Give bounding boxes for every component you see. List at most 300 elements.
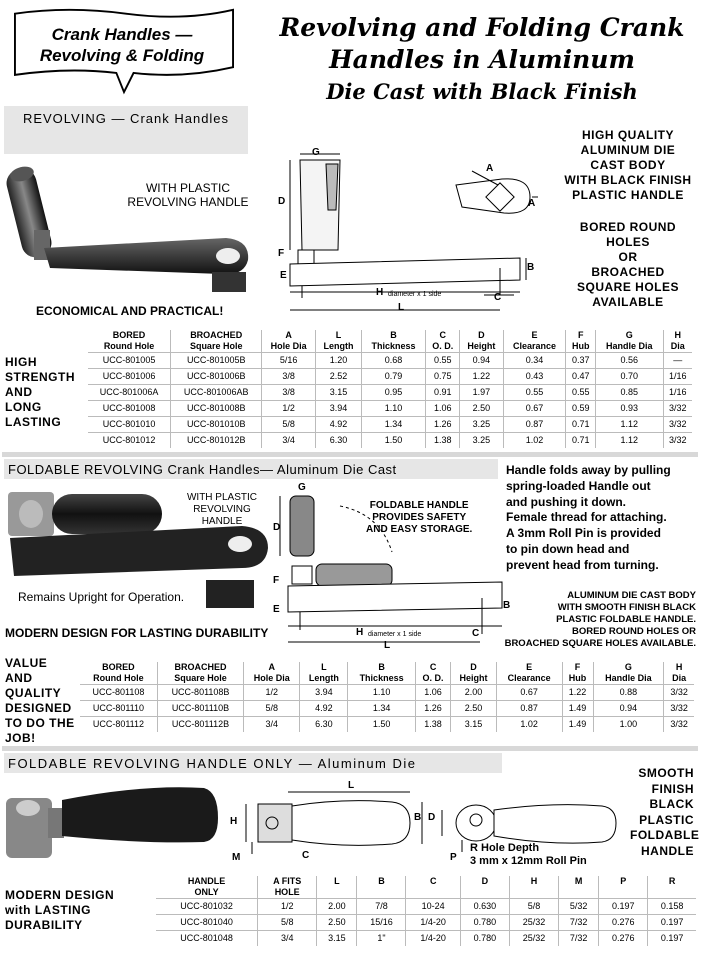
feature-line: HANDLE bbox=[641, 843, 694, 858]
table-cell: 1.22 bbox=[460, 369, 503, 385]
table-cell: UCC-801006 bbox=[88, 369, 171, 385]
table-cell: 3/32 bbox=[664, 685, 694, 701]
table-cell: 0.68 bbox=[361, 353, 425, 369]
table-row bbox=[88, 433, 692, 449]
table-cell: UCC-801006A bbox=[88, 385, 171, 401]
column-header bbox=[509, 876, 558, 899]
rev-label-e: E bbox=[280, 270, 287, 281]
rev-label-l: L bbox=[398, 302, 405, 313]
column-header-line: BROACHED bbox=[190, 330, 243, 340]
table-cell: 3/32 bbox=[664, 717, 694, 733]
table-cell: 0.94 bbox=[460, 353, 503, 369]
column-header-line: O. D. bbox=[422, 673, 444, 683]
column-header bbox=[317, 876, 357, 899]
column-header bbox=[316, 330, 362, 353]
column-header-line: Handle Dia bbox=[606, 341, 653, 351]
description-line: A 3mm Roll Pin is provided bbox=[506, 526, 661, 541]
column-header-line: Hub bbox=[572, 341, 590, 351]
banner-line-1: Crank Handles — bbox=[51, 25, 193, 44]
table-cell: 0.47 bbox=[566, 369, 596, 385]
side-line: TO DO THE bbox=[5, 716, 75, 730]
table-cell: 1.50 bbox=[348, 717, 415, 733]
column-header bbox=[258, 876, 317, 899]
table-cell: 0.67 bbox=[496, 685, 562, 701]
column-header-line: Handle Dia bbox=[605, 673, 652, 683]
side-line: DURABILITY bbox=[5, 918, 83, 932]
table-cell: 1.38 bbox=[426, 433, 460, 449]
table-cell: 1.22 bbox=[562, 685, 593, 701]
hole-line: AVAILABLE bbox=[592, 295, 664, 309]
column-header-line bbox=[601, 887, 645, 898]
table-cell: 3/4 bbox=[258, 931, 317, 947]
handle-only-side-text bbox=[5, 888, 114, 933]
table-cell: 2.50 bbox=[460, 401, 503, 417]
table-cell: 1.26 bbox=[415, 701, 451, 717]
column-header bbox=[357, 876, 406, 899]
foldable-storage-note bbox=[366, 500, 472, 536]
table-cell: 2.50 bbox=[317, 915, 357, 931]
fold-label-e: E bbox=[273, 604, 280, 615]
column-header-line: G bbox=[624, 662, 632, 672]
table-cell: 1.12 bbox=[596, 417, 664, 433]
table-cell: 1.10 bbox=[348, 685, 415, 701]
table-row bbox=[80, 685, 694, 701]
fold-note-line: FOLDABLE HANDLE bbox=[369, 500, 469, 511]
title-line-3: Die Cast with Black Finish bbox=[326, 79, 638, 104]
rev-label-d: D bbox=[278, 196, 286, 207]
column-header-line: H bbox=[675, 662, 683, 672]
feature-line: FINISH bbox=[651, 781, 694, 796]
table-cell: 1.12 bbox=[596, 433, 664, 449]
column-header-line: L bbox=[334, 876, 340, 886]
table-cell: UCC-801006B bbox=[171, 369, 262, 385]
table-cell: 1.34 bbox=[348, 701, 415, 717]
table-cell: 1/16 bbox=[663, 385, 692, 401]
column-header-line: B bbox=[378, 662, 385, 672]
feature-line: FOLDABLE bbox=[630, 828, 700, 843]
table-cell: 0.79 bbox=[361, 369, 425, 385]
side-line: LASTING bbox=[5, 415, 62, 429]
column-header bbox=[348, 662, 415, 685]
table-cell: 1.26 bbox=[426, 417, 460, 433]
column-header-line: R bbox=[668, 876, 676, 886]
column-header bbox=[262, 330, 316, 353]
table-cell: 1/2 bbox=[244, 685, 300, 701]
table-cell: 3.15 bbox=[451, 717, 496, 733]
table-cell: 15/16 bbox=[357, 915, 406, 931]
table-cell: 1.00 bbox=[593, 717, 664, 733]
table-cell: UCC-801012 bbox=[88, 433, 171, 449]
table-cell: 5/8 bbox=[244, 701, 300, 717]
column-header-line: Dia bbox=[670, 341, 685, 351]
table-cell: 1" bbox=[357, 931, 406, 947]
table-header-row bbox=[156, 876, 696, 899]
column-header-line: C bbox=[429, 876, 437, 886]
table-cell: 0.630 bbox=[460, 899, 509, 915]
table-cell: 3/8 bbox=[262, 385, 316, 401]
table-cell: 10-24 bbox=[406, 899, 460, 915]
side-line: MODERN DESIGN bbox=[5, 888, 115, 902]
table-cell: 0.276 bbox=[599, 915, 648, 931]
foldable-caption-line-2: REVOLVING HANDLE bbox=[193, 504, 251, 527]
table-cell: 3.15 bbox=[316, 385, 362, 401]
table-cell: 1.49 bbox=[562, 717, 593, 733]
table-cell: 1/4-20 bbox=[406, 931, 460, 947]
table-cell: 0.158 bbox=[648, 899, 696, 915]
column-header-line: Thickness bbox=[359, 673, 404, 683]
table-cell: 0.55 bbox=[503, 385, 566, 401]
table-cell: UCC-801110 bbox=[80, 701, 157, 717]
fold-note-line: AND EASY STORAGE. bbox=[366, 524, 473, 535]
table-cell: 3/4 bbox=[244, 717, 300, 733]
column-header-line: B bbox=[378, 876, 385, 886]
side-line: JOB! bbox=[5, 731, 36, 745]
revolving-caption-line-2: REVOLVING HANDLE bbox=[127, 195, 249, 209]
column-header bbox=[460, 330, 503, 353]
rev-label-h: H bbox=[376, 287, 384, 298]
column-header-line: P bbox=[620, 876, 627, 886]
table-cell: 1.02 bbox=[496, 717, 562, 733]
table-cell: 0.55 bbox=[426, 353, 460, 369]
table-cell: 25/32 bbox=[509, 931, 558, 947]
column-header-line: Square Hole bbox=[189, 341, 243, 351]
column-header bbox=[503, 330, 566, 353]
side-line: AND bbox=[5, 671, 33, 685]
side-line: LONG bbox=[5, 400, 42, 414]
table-cell: 0.85 bbox=[596, 385, 664, 401]
table-cell: 3/32 bbox=[663, 417, 692, 433]
column-header-line bbox=[650, 887, 694, 898]
table-cell: 5/8 bbox=[509, 899, 558, 915]
table-cell: UCC-801110B bbox=[157, 701, 243, 717]
side-line: VALUE bbox=[5, 656, 48, 670]
table-cell: 1.34 bbox=[361, 417, 425, 433]
table-cell: 0.780 bbox=[460, 931, 509, 947]
ho-label-p: P bbox=[450, 852, 457, 863]
revolving-end-view-diagram bbox=[452, 165, 538, 225]
fold-h-note: diameter x 1 side bbox=[368, 631, 422, 638]
table-cell: 1.02 bbox=[503, 433, 566, 449]
banner-line-2: Revolving & Folding bbox=[39, 46, 205, 65]
fold-label-f: F bbox=[273, 575, 280, 586]
column-header bbox=[566, 330, 596, 353]
table-cell: UCC-801012B bbox=[171, 433, 262, 449]
body-note-line: WITH SMOOTH FINISH BLACK bbox=[557, 602, 696, 613]
column-header-line: Thickness bbox=[371, 341, 416, 351]
table-cell: UCC-801010 bbox=[88, 417, 171, 433]
column-header bbox=[663, 330, 692, 353]
column-header-line: BROACHED bbox=[174, 662, 227, 672]
table-cell: 0.34 bbox=[503, 353, 566, 369]
column-header-line: Clearance bbox=[512, 341, 557, 351]
column-header-line: A bbox=[285, 330, 292, 340]
column-header-line: Dia bbox=[672, 673, 687, 683]
table-cell: 4.92 bbox=[316, 417, 362, 433]
fold-label-h: H bbox=[356, 627, 364, 638]
column-header bbox=[596, 330, 664, 353]
description-line: Handle folds away by pulling bbox=[506, 463, 671, 477]
column-header-line: BORED bbox=[112, 330, 146, 340]
table-cell: 3/8 bbox=[262, 369, 316, 385]
table-row bbox=[80, 717, 694, 733]
column-header-line: Clearance bbox=[507, 673, 551, 683]
body-note-line: BROACHED SQUARE HOLES AVAILABLE. bbox=[504, 638, 696, 649]
column-header-line: L bbox=[321, 662, 327, 672]
table-row bbox=[88, 401, 692, 417]
column-header-line: L bbox=[335, 330, 342, 340]
feature-line: CAST BODY bbox=[590, 158, 666, 172]
ho-label-l: L bbox=[348, 780, 355, 791]
revolving-caption-line-1: WITH PLASTIC bbox=[145, 181, 230, 195]
table-cell: UCC-801006AB bbox=[171, 385, 262, 401]
column-header-line: B bbox=[390, 330, 397, 340]
column-header bbox=[460, 876, 509, 899]
foldable-side-text bbox=[5, 656, 75, 746]
section-divider bbox=[2, 746, 698, 751]
column-header-line: A bbox=[268, 662, 276, 672]
fold-note-line: PROVIDES SAFETY bbox=[372, 512, 467, 523]
handle-only-spec-table bbox=[156, 876, 696, 946]
revolving-photo-caption bbox=[118, 181, 258, 209]
hole-line: OR bbox=[618, 250, 638, 264]
column-header-line: Hub bbox=[568, 673, 587, 683]
rev-h-note: diameter x 1 side bbox=[388, 291, 442, 298]
column-header-line: E bbox=[531, 330, 538, 340]
table-cell: 0.197 bbox=[648, 931, 696, 947]
table-cell: 3.94 bbox=[300, 685, 348, 701]
table-cell: 1.10 bbox=[361, 401, 425, 417]
column-header-line: C bbox=[429, 662, 437, 672]
title-line-2: Handles in Aluminum bbox=[329, 45, 635, 74]
handle-only-section-title: FOLDABLE REVOLVING HANDLE ONLY — Aluminum Die bbox=[8, 756, 417, 771]
table-cell: 1.38 bbox=[415, 717, 451, 733]
rev-label-g: G bbox=[312, 147, 320, 158]
foldable-body-note bbox=[476, 590, 696, 650]
column-header-line: G bbox=[625, 330, 633, 340]
hole-line: BROACHED bbox=[591, 265, 665, 279]
table-row bbox=[88, 385, 692, 401]
feature-line: PLASTIC HANDLE bbox=[572, 188, 684, 202]
rev-label-c: C bbox=[494, 292, 502, 303]
table-cell: UCC-801005B bbox=[171, 353, 262, 369]
side-line: HIGH bbox=[5, 355, 37, 369]
side-line: AND bbox=[5, 385, 33, 399]
description-line: Female thread for attaching. bbox=[506, 510, 667, 525]
table-cell: 1/2 bbox=[262, 401, 316, 417]
column-header bbox=[426, 330, 460, 353]
foldable-title-bold: FOLDABLE REVOLVING bbox=[8, 462, 164, 477]
table-cell: 3/4 bbox=[262, 433, 316, 449]
table-cell: 3.25 bbox=[460, 433, 503, 449]
column-header-line: C bbox=[439, 330, 446, 340]
column-header-line: O. D. bbox=[432, 341, 454, 351]
hole-line: HOLES bbox=[606, 235, 650, 249]
foldable-section-title bbox=[8, 462, 397, 477]
table-cell: 0.87 bbox=[503, 417, 566, 433]
table-cell: 0.67 bbox=[503, 401, 566, 417]
table-cell: 0.70 bbox=[596, 369, 664, 385]
column-header-line bbox=[512, 887, 556, 898]
column-header-line: H bbox=[530, 876, 538, 886]
description-line: spring-loaded Handle out bbox=[506, 478, 651, 493]
rev-label-f: F bbox=[278, 248, 285, 259]
column-header-line: HANDLE bbox=[187, 876, 226, 886]
hole-line: BORED ROUND bbox=[579, 220, 677, 234]
column-header bbox=[361, 330, 425, 353]
table-cell: 1/16 bbox=[663, 369, 692, 385]
table-cell: 0.75 bbox=[426, 369, 460, 385]
table-cell: 0.93 bbox=[596, 401, 664, 417]
side-line: QUALITY bbox=[5, 686, 62, 700]
table-cell: 0.55 bbox=[566, 385, 596, 401]
table-row bbox=[156, 915, 696, 931]
table-row bbox=[88, 353, 692, 369]
column-header bbox=[415, 662, 451, 685]
fold-label-d: D bbox=[273, 522, 281, 533]
table-cell: 0.87 bbox=[496, 701, 562, 717]
handle-only-features bbox=[630, 766, 700, 860]
table-cell: 0.88 bbox=[593, 685, 664, 701]
column-header-line: Height bbox=[459, 673, 488, 683]
revolving-side-text bbox=[5, 355, 75, 430]
side-line: STRENGTH bbox=[5, 370, 75, 384]
table-cell: 1.50 bbox=[361, 433, 425, 449]
rev-end-label-a: A bbox=[486, 163, 494, 174]
ho-roll-pin: 3 mm x 12mm Roll Pin bbox=[470, 855, 587, 867]
column-header-line: Length bbox=[308, 673, 339, 683]
table-cell: 2.50 bbox=[451, 701, 496, 717]
table-cell: 1.06 bbox=[415, 685, 451, 701]
column-header-line: Round Hole bbox=[103, 341, 155, 351]
table-cell: 2.00 bbox=[451, 685, 496, 701]
table-cell: 3/32 bbox=[663, 401, 692, 417]
table-cell: 2.00 bbox=[317, 899, 357, 915]
feature-line: BLACK bbox=[649, 797, 694, 812]
table-cell: 0.43 bbox=[503, 369, 566, 385]
feature-line: WITH BLACK FINISH bbox=[564, 173, 692, 187]
table-cell: 0.95 bbox=[361, 385, 425, 401]
rev-label-b: B bbox=[527, 262, 535, 273]
table-cell: 0.71 bbox=[566, 433, 596, 449]
table-cell: 3.25 bbox=[460, 417, 503, 433]
column-header-line: F bbox=[574, 662, 581, 672]
table-cell: UCC-801008 bbox=[88, 401, 171, 417]
foldable-photo-caption bbox=[172, 492, 272, 528]
table-header-row bbox=[80, 662, 694, 685]
column-header-line: Hole Dia bbox=[253, 673, 290, 683]
fold-label-b: B bbox=[503, 600, 511, 611]
side-line: with LASTING bbox=[5, 903, 91, 917]
page-title bbox=[252, 12, 712, 108]
ho-label-d: D bbox=[428, 812, 436, 823]
column-header-line: D bbox=[481, 876, 489, 886]
foldable-title-rest: Crank Handles— Aluminum Die Cast bbox=[163, 462, 397, 477]
table-cell: UCC-801008B bbox=[171, 401, 262, 417]
column-header-line: A FITS bbox=[273, 876, 302, 886]
column-header-line bbox=[561, 887, 596, 898]
fold-label-g: G bbox=[298, 482, 306, 493]
ho-label-m: M bbox=[232, 852, 241, 863]
column-header-line: Height bbox=[467, 341, 496, 351]
column-header bbox=[406, 876, 460, 899]
column-header bbox=[171, 330, 262, 353]
table-header-row bbox=[88, 330, 692, 353]
foldable-upright-note: Remains Upright for Operation. bbox=[18, 590, 185, 604]
table-cell: UCC-801112 bbox=[80, 717, 157, 733]
table-row bbox=[156, 931, 696, 947]
table-cell: 5/8 bbox=[258, 915, 317, 931]
column-header bbox=[244, 662, 300, 685]
table-cell: 25/32 bbox=[509, 915, 558, 931]
revolving-hole-options bbox=[548, 220, 708, 310]
table-row bbox=[88, 369, 692, 385]
table-cell: 0.197 bbox=[599, 899, 648, 915]
column-header bbox=[300, 662, 348, 685]
table-cell: — bbox=[663, 353, 692, 369]
hole-line: SQUARE HOLES bbox=[576, 280, 679, 294]
column-header-line: D bbox=[470, 662, 477, 672]
fold-label-l: L bbox=[384, 640, 391, 651]
column-header-line: M bbox=[574, 876, 583, 886]
table-cell: 0.94 bbox=[593, 701, 664, 717]
table-cell: 3.94 bbox=[316, 401, 362, 417]
column-header bbox=[496, 662, 562, 685]
column-header-line bbox=[319, 887, 354, 898]
feature-line: HIGH QUALITY bbox=[582, 128, 674, 142]
foldable-description bbox=[506, 463, 671, 574]
table-cell: 7/32 bbox=[559, 915, 599, 931]
table-cell: 0.197 bbox=[648, 915, 696, 931]
foldable-modern-tagline: MODERN DESIGN FOR LASTING DURABILITY bbox=[5, 626, 269, 640]
table-row bbox=[80, 701, 694, 717]
column-header bbox=[156, 876, 258, 899]
table-cell: 1.20 bbox=[316, 353, 362, 369]
table-cell: 3.15 bbox=[317, 931, 357, 947]
revolving-spec-table bbox=[88, 330, 692, 448]
column-header-line: Length bbox=[323, 341, 354, 351]
table-cell: 0.71 bbox=[566, 417, 596, 433]
table-cell: 1/2 bbox=[258, 899, 317, 915]
column-header bbox=[664, 662, 694, 685]
table-cell: UCC-801010B bbox=[171, 417, 262, 433]
column-header-line: Round Hole bbox=[93, 673, 144, 683]
table-cell: 0.780 bbox=[460, 915, 509, 931]
body-note-line: BORED ROUND HOLES OR bbox=[571, 626, 696, 637]
column-header bbox=[559, 876, 599, 899]
table-cell: 1.49 bbox=[562, 701, 593, 717]
title-line-1: Revolving and Folding Crank bbox=[279, 13, 685, 42]
column-header bbox=[648, 876, 696, 899]
ho-label-b: B bbox=[414, 812, 422, 823]
column-header bbox=[88, 330, 171, 353]
table-cell: 0.59 bbox=[566, 401, 596, 417]
table-cell: 2.52 bbox=[316, 369, 362, 385]
column-header-line bbox=[359, 887, 403, 898]
handle-only-diagram bbox=[232, 780, 700, 870]
table-cell: UCC-801108B bbox=[157, 685, 243, 701]
feature-line: SMOOTH bbox=[638, 766, 694, 780]
column-header bbox=[80, 662, 157, 685]
ho-label-c: C bbox=[302, 850, 310, 861]
table-cell: 5/32 bbox=[559, 899, 599, 915]
body-note-line: PLASTIC FOLDABLE HANDLE. bbox=[556, 614, 696, 625]
table-row bbox=[88, 417, 692, 433]
table-cell: UCC-801048 bbox=[156, 931, 258, 947]
foldable-caption-line-1: WITH PLASTIC bbox=[186, 492, 257, 503]
section-divider bbox=[2, 452, 698, 457]
table-cell: 7/32 bbox=[559, 931, 599, 947]
table-cell: UCC-801032 bbox=[156, 899, 258, 915]
